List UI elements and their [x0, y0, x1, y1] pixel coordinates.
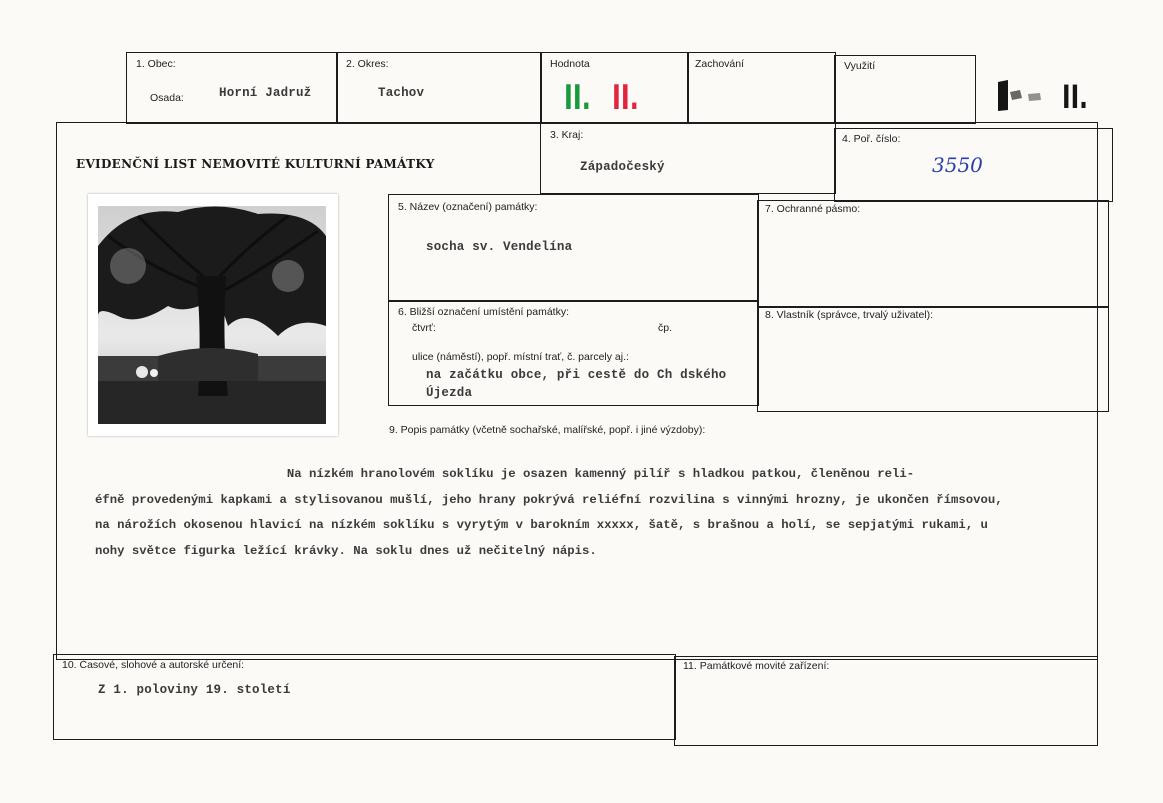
- form-title: EVIDENČNÍ LIST NEMOVITÉ KULTURNÍ PAMÁTKY: [76, 157, 435, 171]
- zachovani-label: Zachování: [695, 58, 745, 70]
- cp-label: čp.: [658, 322, 673, 334]
- hodnota-label: Hodnota: [550, 58, 590, 70]
- kraj-cell: [540, 122, 836, 194]
- nazev-label: 5. Název (označení) památky:: [398, 201, 538, 213]
- nazev-value: socha sv. Vendelína: [426, 240, 573, 254]
- okres-value: Tachov: [378, 86, 425, 100]
- kraj-value: Západočeský: [580, 160, 665, 174]
- tree-photo-image: [98, 206, 326, 424]
- vlastnik-label: 8. Vlastník (správce, trvalý uživatel):: [765, 309, 934, 321]
- obec-label: 1. Obec:: [136, 58, 176, 70]
- umisteni-value-line1: na začátku obce, při cestě do Ch dského: [426, 368, 727, 382]
- osada-label: Osada:: [150, 92, 184, 104]
- popis-label: 9. Popis památky (včetně sochařské, malířské, popř. i jiné výzdoby):: [389, 424, 706, 436]
- umisteni-value-line2: Újezda: [426, 386, 473, 400]
- corner-mark: II.: [1062, 78, 1088, 116]
- hodnota-mark-green: II.: [564, 78, 591, 118]
- corner-stamp-blot: [994, 78, 1044, 114]
- popis-line: éfně provedenými kapkami a stylisovanou mušlí, jeho hrany pokrývá reliéfní rozvilina s vinnými hrozny, je ukončen římsovou,: [95, 492, 1003, 507]
- popis-text: [95, 462, 1095, 564]
- okres-label: 2. Okres:: [346, 58, 389, 70]
- popis-line: na nárožích okosenou hlavicí na nízkém soklíku s vyrytým v barokním xxxxx, šatě, s brašnou a holí, se sepjatými rukami, u: [95, 518, 988, 532]
- monument-photo: [88, 194, 338, 436]
- kraj-label: 3. Kraj:: [550, 129, 584, 141]
- ctvrt-label: čtvrť:: [412, 322, 436, 334]
- popis-line: nohy světce figurka ležící krávky. Na soklu dnes už nečitelný nápis.: [95, 543, 597, 558]
- urceni-label: 10. Časové, slohové a autorské určení:: [62, 659, 245, 671]
- por-cislo-value: 3550: [932, 153, 983, 177]
- ochranne-label: 7. Ochranné pásmo:: [765, 203, 861, 215]
- osada-value: Horní Jadruž: [219, 86, 312, 100]
- urceni-value: Z 1. poloviny 19. století: [98, 683, 291, 697]
- hodnota-mark-red: II.: [612, 78, 639, 118]
- ochranne-cell: [757, 200, 1109, 308]
- por-cislo-label: 4. Poř. číslo:: [842, 133, 901, 145]
- popis-line: Na nízkém hranolovém soklíku je osazen kamenný pilíř s hladkou patkou, členěnou reli-: [95, 467, 915, 481]
- vlastnik-cell: [757, 306, 1109, 412]
- ulice-label: ulice (náměstí), popř. místní trať, č. parcely aj.:: [412, 351, 629, 363]
- vyuziti-label: Využití: [844, 60, 876, 72]
- movite-label: 11. Památkové movité zařízení:: [683, 660, 830, 672]
- blizsi-label: 6. Bližší označení umístění památky:: [398, 306, 569, 318]
